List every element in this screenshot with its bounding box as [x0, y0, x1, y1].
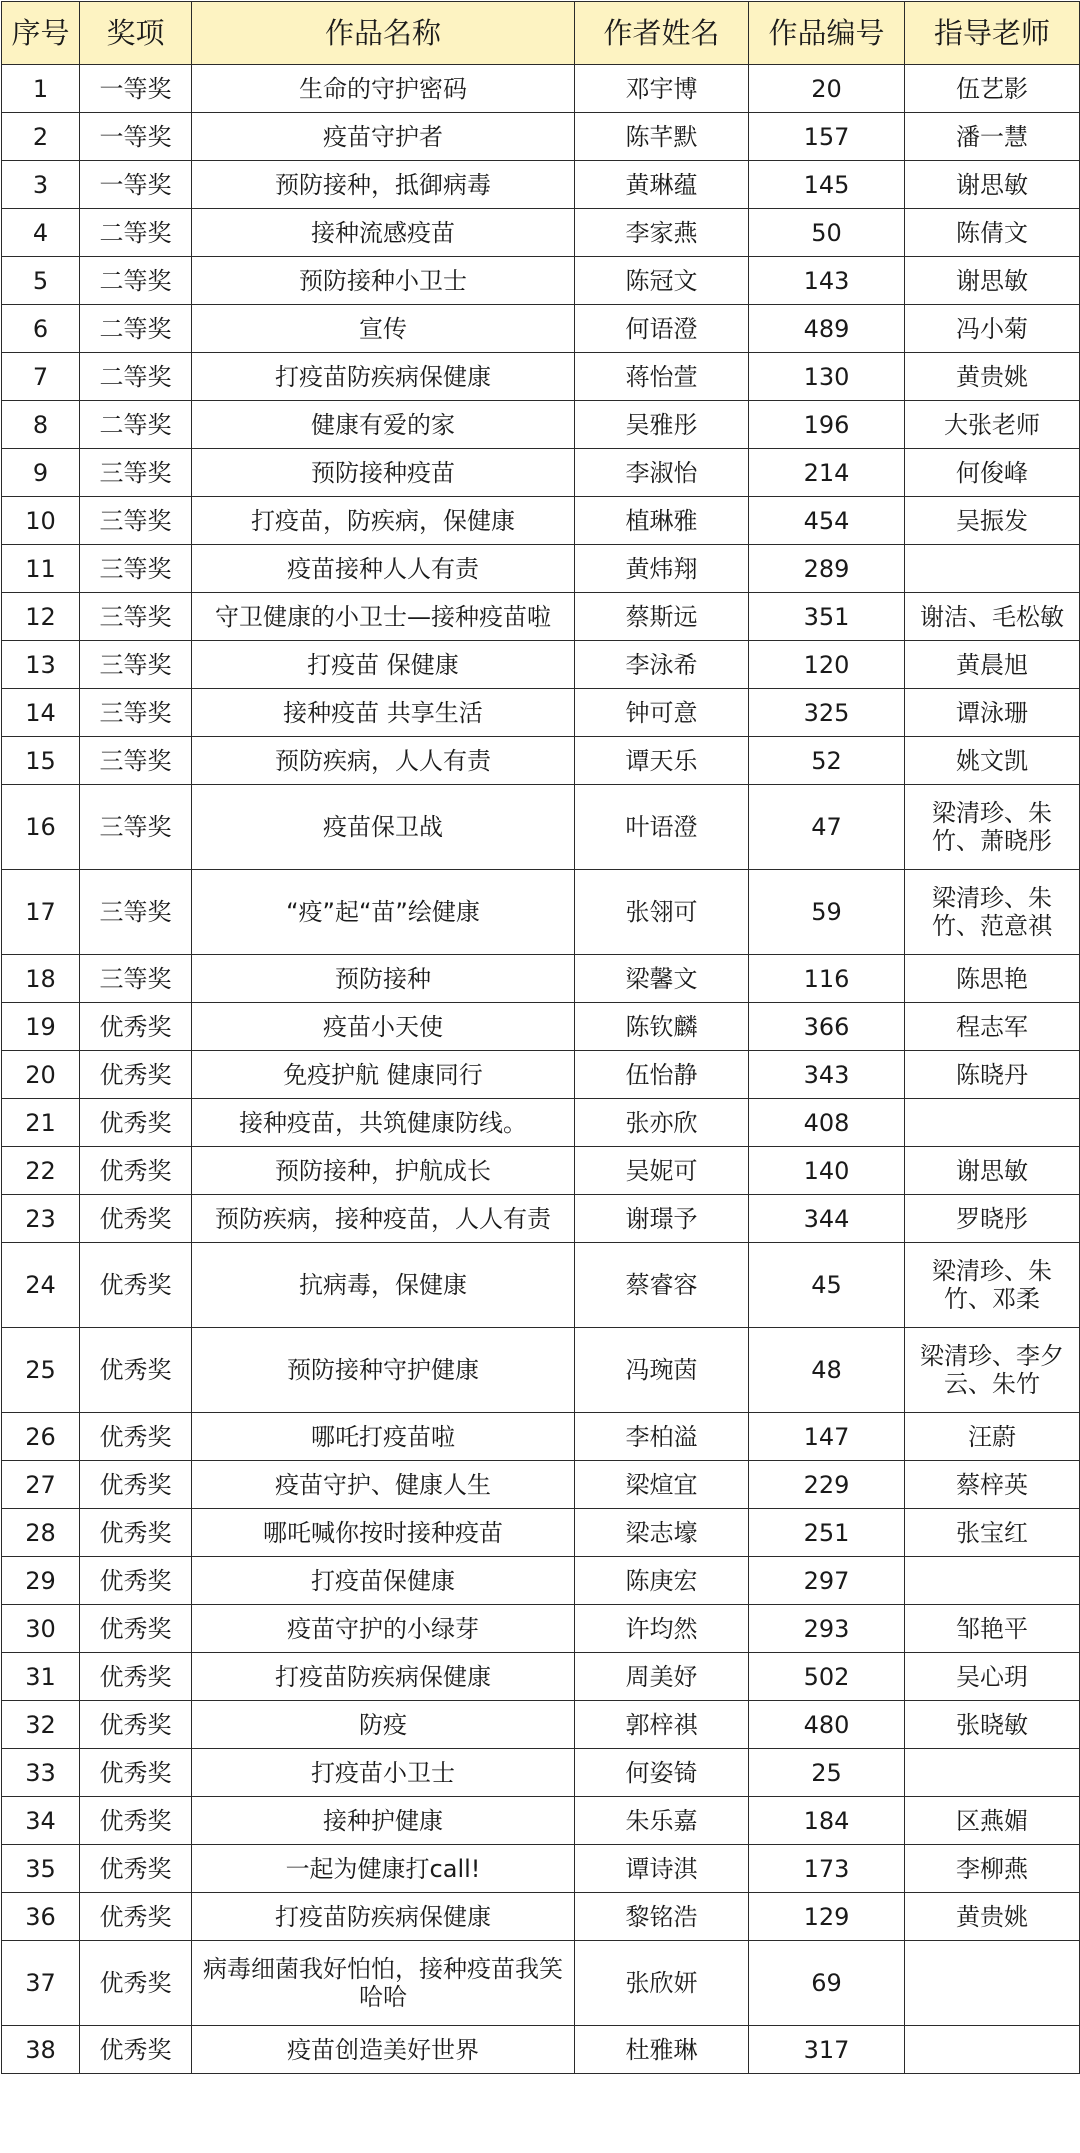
cell-code: 140 [749, 1147, 905, 1195]
cell-title: 打疫苗 保健康 [192, 641, 575, 689]
cell-code: 351 [749, 593, 905, 641]
cell-code: 293 [749, 1605, 905, 1653]
cell-no: 17 [2, 870, 80, 955]
cell-award: 三等奖 [80, 689, 192, 737]
table-row [2, 1557, 1080, 1605]
cell-award: 优秀奖 [80, 1941, 192, 2026]
table-row [2, 1099, 1080, 1147]
cell-code: 59 [749, 870, 905, 955]
cell-code: 196 [749, 401, 905, 449]
cell-author: 李泳希 [575, 641, 749, 689]
cell-title: 哪吒喊你按时接种疫苗 [192, 1509, 575, 1557]
cell-teacher: 梁清珍、李夕云、朱竹 [905, 1328, 1080, 1413]
cell-author: 蔡睿容 [575, 1243, 749, 1328]
cell-no: 8 [2, 401, 80, 449]
table-row [2, 1845, 1080, 1893]
cell-title: 打疫苗防疾病保健康 [192, 353, 575, 401]
cell-teacher: 黄晨旭 [905, 641, 1080, 689]
cell-author: 黄炜翔 [575, 545, 749, 593]
cell-teacher: 汪蔚 [905, 1413, 1080, 1461]
cell-no: 28 [2, 1509, 80, 1557]
cell-author: 陈钦麟 [575, 1003, 749, 1051]
header-award: 奖项 [80, 2, 192, 65]
cell-award: 优秀奖 [80, 1328, 192, 1413]
cell-teacher [905, 1099, 1080, 1147]
cell-teacher: 谭泳珊 [905, 689, 1080, 737]
cell-award: 优秀奖 [80, 1653, 192, 1701]
cell-award: 一等奖 [80, 113, 192, 161]
cell-no: 13 [2, 641, 80, 689]
table-row [2, 1243, 1080, 1328]
cell-teacher [905, 1941, 1080, 2026]
table-row [2, 401, 1080, 449]
cell-author: 蒋怡萱 [575, 353, 749, 401]
table-row [2, 1509, 1080, 1557]
cell-author: 李家燕 [575, 209, 749, 257]
cell-no: 4 [2, 209, 80, 257]
table-row [2, 1413, 1080, 1461]
cell-teacher: 陈倩文 [905, 209, 1080, 257]
cell-teacher: 陈晓丹 [905, 1051, 1080, 1099]
cell-code: 489 [749, 305, 905, 353]
cell-award: 优秀奖 [80, 1243, 192, 1328]
cell-teacher: 张晓敏 [905, 1701, 1080, 1749]
cell-title: 预防疾病，接种疫苗，人人有责 [192, 1195, 575, 1243]
cell-no: 10 [2, 497, 80, 545]
cell-code: 45 [749, 1243, 905, 1328]
cell-title: 疫苗小天使 [192, 1003, 575, 1051]
table-row [2, 353, 1080, 401]
cell-no: 20 [2, 1051, 80, 1099]
cell-no: 12 [2, 593, 80, 641]
cell-no: 23 [2, 1195, 80, 1243]
cell-code: 20 [749, 65, 905, 113]
cell-author: 杜雅琳 [575, 2026, 749, 2074]
cell-no: 14 [2, 689, 80, 737]
cell-no: 26 [2, 1413, 80, 1461]
cell-award: 三等奖 [80, 785, 192, 870]
cell-code: 120 [749, 641, 905, 689]
cell-teacher: 黄贵姚 [905, 1893, 1080, 1941]
cell-code: 116 [749, 955, 905, 1003]
cell-no: 22 [2, 1147, 80, 1195]
awards-table [1, 1, 1080, 2074]
cell-author: 蔡斯远 [575, 593, 749, 641]
cell-teacher: 梁清珍、朱竹、萧晓彤 [905, 785, 1080, 870]
table-row [2, 870, 1080, 955]
cell-author: 黎铭浩 [575, 1893, 749, 1941]
cell-teacher: 陈思艳 [905, 955, 1080, 1003]
cell-award: 三等奖 [80, 593, 192, 641]
cell-teacher: 李柳燕 [905, 1845, 1080, 1893]
cell-title: 预防疾病，人人有责 [192, 737, 575, 785]
cell-no: 2 [2, 113, 80, 161]
cell-author: 梁馨文 [575, 955, 749, 1003]
cell-author: 黄琳蕴 [575, 161, 749, 209]
cell-award: 三等奖 [80, 870, 192, 955]
cell-title: 疫苗创造美好世界 [192, 2026, 575, 2074]
cell-author: 何语澄 [575, 305, 749, 353]
cell-code: 48 [749, 1328, 905, 1413]
table-row [2, 593, 1080, 641]
cell-author: 吴雅彤 [575, 401, 749, 449]
cell-author: 梁志壕 [575, 1509, 749, 1557]
cell-teacher: 程志军 [905, 1003, 1080, 1051]
cell-title: 病毒细菌我好怕怕，接种疫苗我笑哈哈 [192, 1941, 575, 2026]
cell-code: 408 [749, 1099, 905, 1147]
cell-title: 疫苗守护者 [192, 113, 575, 161]
cell-code: 147 [749, 1413, 905, 1461]
table-row [2, 1893, 1080, 1941]
table-row [2, 545, 1080, 593]
cell-award: 三等奖 [80, 497, 192, 545]
table-row [2, 689, 1080, 737]
cell-no: 25 [2, 1328, 80, 1413]
cell-title: 疫苗守护、健康人生 [192, 1461, 575, 1509]
cell-teacher: 谢洁、毛松敏 [905, 593, 1080, 641]
cell-award: 优秀奖 [80, 1003, 192, 1051]
cell-author: 叶语澄 [575, 785, 749, 870]
cell-no: 38 [2, 2026, 80, 2074]
cell-award: 一等奖 [80, 161, 192, 209]
table-body [2, 65, 1080, 2074]
cell-teacher: 黄贵姚 [905, 353, 1080, 401]
cell-code: 344 [749, 1195, 905, 1243]
cell-author: 谭诗淇 [575, 1845, 749, 1893]
cell-no: 3 [2, 161, 80, 209]
table-row [2, 161, 1080, 209]
cell-award: 优秀奖 [80, 1051, 192, 1099]
cell-author: 植琳雅 [575, 497, 749, 545]
cell-no: 11 [2, 545, 80, 593]
cell-code: 157 [749, 113, 905, 161]
cell-title: 打疫苗小卫士 [192, 1749, 575, 1797]
cell-author: 朱乐嘉 [575, 1797, 749, 1845]
cell-title: 接种疫苗，共筑健康防线。 [192, 1099, 575, 1147]
cell-no: 36 [2, 1893, 80, 1941]
cell-teacher: 蔡梓英 [905, 1461, 1080, 1509]
table-row [2, 1051, 1080, 1099]
cell-no: 31 [2, 1653, 80, 1701]
cell-title: 预防接种 [192, 955, 575, 1003]
cell-code: 129 [749, 1893, 905, 1941]
cell-no: 6 [2, 305, 80, 353]
table-row [2, 1328, 1080, 1413]
cell-no: 7 [2, 353, 80, 401]
cell-author: 李淑怡 [575, 449, 749, 497]
cell-title: 疫苗保卫战 [192, 785, 575, 870]
header-no: 序号 [2, 2, 80, 65]
cell-title: 打疫苗防疾病保健康 [192, 1653, 575, 1701]
cell-award: 优秀奖 [80, 1749, 192, 1797]
table-row [2, 1701, 1080, 1749]
cell-award: 三等奖 [80, 545, 192, 593]
table-row [2, 737, 1080, 785]
cell-code: 317 [749, 2026, 905, 2074]
cell-author: 陈冠文 [575, 257, 749, 305]
cell-author: 许均然 [575, 1605, 749, 1653]
cell-award: 二等奖 [80, 209, 192, 257]
header-teacher: 指导老师 [905, 2, 1080, 65]
cell-title: 打疫苗保健康 [192, 1557, 575, 1605]
cell-title: 接种护健康 [192, 1797, 575, 1845]
cell-title: 预防接种疫苗 [192, 449, 575, 497]
cell-code: 184 [749, 1797, 905, 1845]
cell-title: 健康有爱的家 [192, 401, 575, 449]
cell-award: 优秀奖 [80, 1195, 192, 1243]
cell-no: 32 [2, 1701, 80, 1749]
cell-title: 一起为健康打call! [192, 1845, 575, 1893]
cell-teacher: 伍艺影 [905, 65, 1080, 113]
header-author: 作者姓名 [575, 2, 749, 65]
header-code: 作品编号 [749, 2, 905, 65]
cell-teacher [905, 2026, 1080, 2074]
cell-author: 陈芊默 [575, 113, 749, 161]
cell-award: 二等奖 [80, 257, 192, 305]
cell-author: 郭梓祺 [575, 1701, 749, 1749]
cell-award: 三等奖 [80, 449, 192, 497]
cell-teacher: 冯小菊 [905, 305, 1080, 353]
table-row [2, 497, 1080, 545]
cell-award: 优秀奖 [80, 2026, 192, 2074]
table-row [2, 1461, 1080, 1509]
table-row [2, 641, 1080, 689]
cell-title: “疫”起“苗”绘健康 [192, 870, 575, 955]
cell-title: 预防接种小卫士 [192, 257, 575, 305]
cell-award: 二等奖 [80, 305, 192, 353]
cell-code: 366 [749, 1003, 905, 1051]
cell-author: 谢璟予 [575, 1195, 749, 1243]
cell-no: 18 [2, 955, 80, 1003]
table-row [2, 209, 1080, 257]
table-row [2, 955, 1080, 1003]
cell-code: 145 [749, 161, 905, 209]
cell-award: 优秀奖 [80, 1797, 192, 1845]
cell-award: 二等奖 [80, 353, 192, 401]
cell-award: 三等奖 [80, 641, 192, 689]
table-row [2, 785, 1080, 870]
cell-author: 张翎可 [575, 870, 749, 955]
cell-code: 25 [749, 1749, 905, 1797]
cell-title: 生命的守护密码 [192, 65, 575, 113]
cell-code: 50 [749, 209, 905, 257]
cell-teacher: 潘一慧 [905, 113, 1080, 161]
cell-title: 接种流感疫苗 [192, 209, 575, 257]
cell-author: 张欣妍 [575, 1941, 749, 2026]
cell-title: 接种疫苗 共享生活 [192, 689, 575, 737]
cell-code: 130 [749, 353, 905, 401]
cell-teacher: 张宝红 [905, 1509, 1080, 1557]
cell-no: 21 [2, 1099, 80, 1147]
cell-no: 16 [2, 785, 80, 870]
table-row [2, 1147, 1080, 1195]
cell-title: 打疫苗防疾病保健康 [192, 1893, 575, 1941]
cell-teacher: 谢思敏 [905, 1147, 1080, 1195]
header-title: 作品名称 [192, 2, 575, 65]
cell-award: 优秀奖 [80, 1461, 192, 1509]
cell-no: 33 [2, 1749, 80, 1797]
cell-code: 52 [749, 737, 905, 785]
cell-title: 守卫健康的小卫士—接种疫苗啦 [192, 593, 575, 641]
cell-title: 疫苗守护的小绿芽 [192, 1605, 575, 1653]
cell-award: 优秀奖 [80, 1099, 192, 1147]
cell-teacher: 姚文凯 [905, 737, 1080, 785]
cell-code: 251 [749, 1509, 905, 1557]
cell-title: 预防接种，抵御病毒 [192, 161, 575, 209]
cell-author: 李柏溢 [575, 1413, 749, 1461]
cell-author: 梁煊宜 [575, 1461, 749, 1509]
cell-no: 37 [2, 1941, 80, 2026]
cell-teacher: 吴心玥 [905, 1653, 1080, 1701]
cell-no: 15 [2, 737, 80, 785]
table-row [2, 2026, 1080, 2074]
cell-award: 三等奖 [80, 955, 192, 1003]
cell-teacher [905, 1557, 1080, 1605]
cell-award: 一等奖 [80, 65, 192, 113]
cell-teacher: 吴振发 [905, 497, 1080, 545]
cell-author: 张亦欣 [575, 1099, 749, 1147]
cell-no: 24 [2, 1243, 80, 1328]
cell-title: 抗病毒，保健康 [192, 1243, 575, 1328]
cell-title: 哪吒打疫苗啦 [192, 1413, 575, 1461]
cell-teacher: 梁清珍、朱竹、邓柔 [905, 1243, 1080, 1328]
cell-author: 谭天乐 [575, 737, 749, 785]
cell-code: 480 [749, 1701, 905, 1749]
cell-no: 34 [2, 1797, 80, 1845]
cell-award: 优秀奖 [80, 1701, 192, 1749]
cell-title: 预防接种守护健康 [192, 1328, 575, 1413]
cell-award: 优秀奖 [80, 1413, 192, 1461]
cell-award: 二等奖 [80, 401, 192, 449]
cell-code: 173 [749, 1845, 905, 1893]
cell-code: 47 [749, 785, 905, 870]
cell-author: 吴妮可 [575, 1147, 749, 1195]
cell-award: 优秀奖 [80, 1893, 192, 1941]
cell-no: 19 [2, 1003, 80, 1051]
cell-title: 疫苗接种人人有责 [192, 545, 575, 593]
cell-award: 优秀奖 [80, 1605, 192, 1653]
cell-award: 优秀奖 [80, 1509, 192, 1557]
table-row [2, 65, 1080, 113]
cell-teacher [905, 1749, 1080, 1797]
cell-teacher: 邹艳平 [905, 1605, 1080, 1653]
cell-code: 143 [749, 257, 905, 305]
cell-no: 30 [2, 1605, 80, 1653]
table-row [2, 305, 1080, 353]
table-row [2, 257, 1080, 305]
cell-author: 陈庚宏 [575, 1557, 749, 1605]
cell-award: 优秀奖 [80, 1557, 192, 1605]
cell-teacher: 何俊峰 [905, 449, 1080, 497]
cell-no: 1 [2, 65, 80, 113]
cell-award: 优秀奖 [80, 1147, 192, 1195]
table-row [2, 1941, 1080, 2026]
cell-author: 冯琬茵 [575, 1328, 749, 1413]
table-row [2, 1605, 1080, 1653]
cell-no: 27 [2, 1461, 80, 1509]
cell-title: 免疫护航 健康同行 [192, 1051, 575, 1099]
cell-teacher: 大张老师 [905, 401, 1080, 449]
header-row [2, 2, 1080, 65]
cell-teacher: 谢思敏 [905, 257, 1080, 305]
cell-no: 35 [2, 1845, 80, 1893]
cell-no: 9 [2, 449, 80, 497]
cell-award: 优秀奖 [80, 1845, 192, 1893]
cell-teacher [905, 545, 1080, 593]
cell-author: 钟可意 [575, 689, 749, 737]
table-row [2, 1195, 1080, 1243]
cell-code: 297 [749, 1557, 905, 1605]
cell-teacher: 罗晓彤 [905, 1195, 1080, 1243]
cell-code: 454 [749, 497, 905, 545]
cell-title: 打疫苗，防疾病，保健康 [192, 497, 575, 545]
table-row [2, 449, 1080, 497]
cell-award: 三等奖 [80, 737, 192, 785]
cell-code: 289 [749, 545, 905, 593]
cell-author: 周美妤 [575, 1653, 749, 1701]
cell-code: 502 [749, 1653, 905, 1701]
cell-title: 防疫 [192, 1701, 575, 1749]
cell-title: 预防接种，护航成长 [192, 1147, 575, 1195]
table-row [2, 1749, 1080, 1797]
table-row [2, 1003, 1080, 1051]
cell-no: 5 [2, 257, 80, 305]
table-row [2, 1653, 1080, 1701]
cell-teacher: 谢思敏 [905, 161, 1080, 209]
table-row [2, 113, 1080, 161]
cell-no: 29 [2, 1557, 80, 1605]
cell-code: 343 [749, 1051, 905, 1099]
cell-code: 214 [749, 449, 905, 497]
cell-teacher: 梁清珍、朱竹、范意祺 [905, 870, 1080, 955]
cell-code: 229 [749, 1461, 905, 1509]
cell-teacher: 区燕媚 [905, 1797, 1080, 1845]
table-row [2, 1797, 1080, 1845]
cell-code: 325 [749, 689, 905, 737]
cell-code: 69 [749, 1941, 905, 2026]
cell-author: 伍怡静 [575, 1051, 749, 1099]
cell-author: 何姿锜 [575, 1749, 749, 1797]
cell-author: 邓宇博 [575, 65, 749, 113]
cell-title: 宣传 [192, 305, 575, 353]
